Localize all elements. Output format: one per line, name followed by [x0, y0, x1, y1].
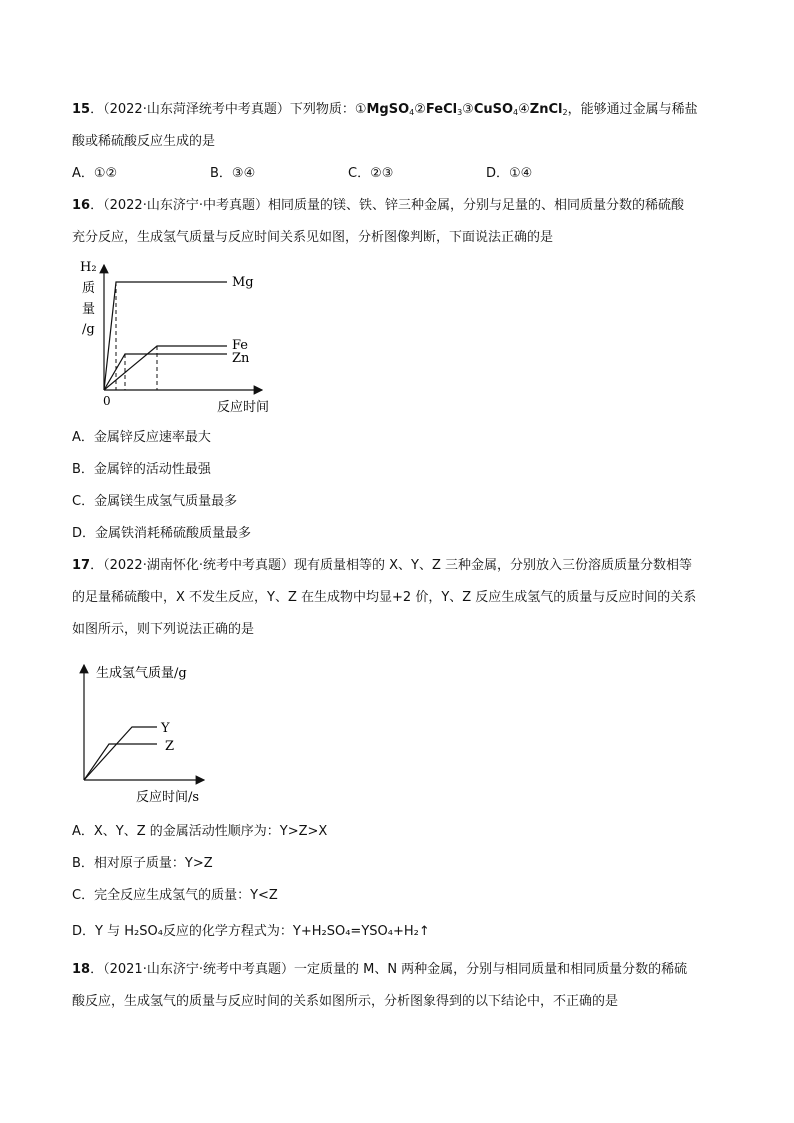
- q16-y-label-4: /g: [82, 322, 95, 337]
- q15-item-4: ④ZnCl$_2$: [518, 102, 568, 117]
- q16-line-fe: [104, 346, 227, 390]
- q16-y-label-3: 量: [82, 302, 96, 317]
- q15-item-1: ①MgSO$_4$: [354, 102, 415, 117]
- q18-stem-line2: 酸反应，生成氢气的质量与反应时间的关系如图所示，分析图象得到的以下结论中，不正确的是: [72, 994, 619, 1009]
- q16-graph: [72, 255, 302, 420]
- q16-number: 16: [72, 198, 91, 213]
- q17-option-b: B．相对原子质量：Y>Z: [72, 856, 213, 871]
- q16-y-label-2: 质: [82, 281, 96, 296]
- q15-option-d: D．①④: [486, 166, 533, 181]
- q17-line-y: [84, 727, 157, 780]
- q17-x-label: 反应时间/s: [136, 790, 200, 805]
- q18-number: 18: [72, 962, 91, 977]
- q16-option-c: C．金属镁生成氢气质量最多: [72, 494, 238, 509]
- q15-source: （2022·山东菏泽统考中考真题）: [103, 102, 290, 117]
- q16-line-mg: [104, 282, 227, 390]
- q16-source: （2022·山东济宁·中考真题）: [103, 198, 268, 213]
- q15-intro: 下列物质：: [289, 102, 355, 117]
- q16-stem-line1: 16．（2022·山东济宁·中考真题）相同质量的镁、铁、锌三种金属，分别与足量的、相同质量分数的稀硫酸: [72, 198, 684, 213]
- q17-label-z: Z: [165, 739, 175, 754]
- q17-number: 17: [72, 558, 91, 573]
- q18-source: （2021·山东济宁·统考中考真题）: [103, 962, 294, 977]
- q16-label-mg: Mg: [232, 275, 254, 290]
- q17-option-d: D．Y 与 H₂SO₄反应的化学方程式为：Y+H₂SO₄=YSO₄+H₂↑: [72, 924, 430, 939]
- q16-line-zn: [104, 354, 227, 390]
- q17-stem-line1: 17．（2022·湖南怀化·统考中考真题）现有质量相等的 X、Y、Z 三种金属，分别放入三份溶质质量分数相等: [72, 558, 692, 573]
- q16-option-d: D．金属铁消耗稀硫酸质量最多: [72, 526, 252, 541]
- q17-option-c: C．完全反应生成氢气的质量：Y<Z: [72, 888, 278, 903]
- q16-label-fe: Fe: [232, 338, 249, 353]
- q17-option-a: A．X、Y、Z 的金属活动性顺序为：Y>Z>X: [72, 824, 328, 839]
- q16-label-zn: Zn: [232, 351, 250, 366]
- q15-number: 15: [72, 102, 91, 117]
- q16-stem-line2: 充分反应，生成氢气质量与反应时间关系见如图，分析图像判断，下面说法正确的是: [72, 230, 554, 245]
- q16-origin: 0: [103, 394, 111, 408]
- q15-stem-line2: 酸或稀硫酸反应生成的是: [72, 134, 216, 149]
- q17-line-z: [84, 744, 157, 780]
- q16-option-a: A．金属锌反应速率最大: [72, 430, 211, 445]
- q15-tail: ，能够通过金属与稀盐: [567, 102, 698, 117]
- q15-option-a: A．①②: [72, 166, 118, 181]
- q15-item-2: ②FeCl$_3$: [414, 102, 463, 117]
- q16-x-label: 反应时间: [217, 400, 270, 415]
- q15-option-c: C．②③: [348, 166, 394, 181]
- q17-y-label: 生成氢气质量/g: [96, 666, 187, 681]
- q16-option-b: B．金属锌的活动性最强: [72, 462, 211, 477]
- q17-stem-line2: 的足量稀硫酸中，X 不发生反应，Y、Z 在生成物中均显+2 价，Y、Z 反应生成氢气的质量与反应时间的关系: [72, 590, 697, 605]
- q16-y-label-1: H₂: [80, 260, 97, 275]
- q17-label-y: Y: [161, 721, 170, 736]
- q15-item-3: ③CuSO$_4$: [462, 102, 519, 117]
- q18-stem-line1: 18．（2021·山东济宁·统考中考真题）一定质量的 M、N 两种金属，分别与相同质量和相同质量分数的稀硫: [72, 962, 688, 977]
- q17-stem-line3: 如图所示，则下列说法正确的是: [72, 622, 255, 637]
- q15-option-b: B．③④: [210, 166, 256, 181]
- q17-source: （2022·湖南怀化·统考中考真题）: [103, 558, 294, 573]
- q15-stem-line1: 15．（2022·山东菏泽统考中考真题）下列物质：①MgSO$_4$②FeCl$_3$③CuSO$_4$④ZnCl$_2$，能够通过金属与稀盐: [72, 102, 698, 117]
- q17-graph: [72, 655, 262, 810]
